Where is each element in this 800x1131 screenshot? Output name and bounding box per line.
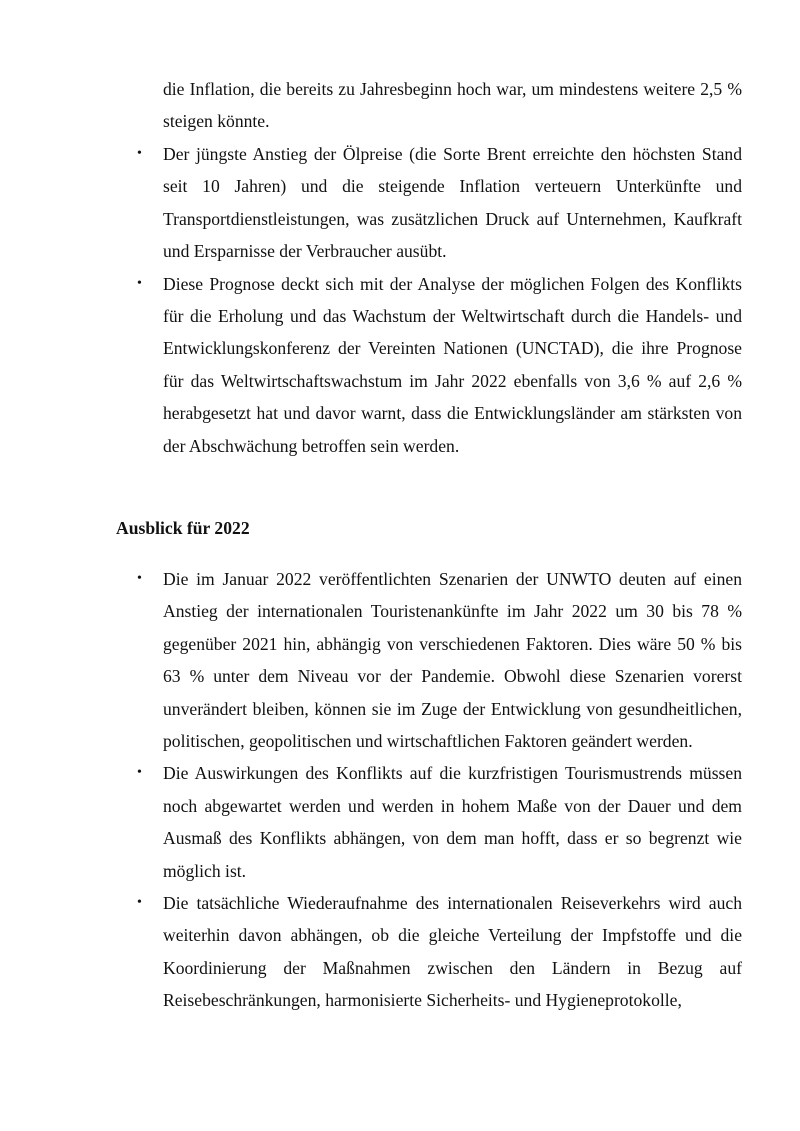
section-heading: Ausblick für 2022 [116,518,250,538]
bullet-list-inflation [116,138,742,462]
list-item [116,757,742,887]
bullet-list-outlook [116,563,742,1017]
bullet-icon: • [137,571,142,586]
list-item-text: Die im Januar 2022 veröffentlichten Szenarien der UNWTO deuten auf einen Anstieg der internationalen Touristenankünfte im Jahr 2022 um 30 bis 78 % gegenüber 2021 hin, abhängig von verschiedenen Faktoren. Dies wäre 50 % bis 63 % unter dem Niveau vor der Pandemie. Obwohl diese Szenarien vorerst unverändert bleiben, können sie im Zuge der Entwicklung von gesundheitlichen, politischen, geopolitischen und wirtschaftlichen Faktoren geändert werden. [163,569,742,752]
list-item [116,268,742,462]
list-item-text: Diese Prognose deckt sich mit der Analyse der möglichen Folgen des Konflikts für die Erholung und das Wachstum der Weltwirtschaft durch die Handels- und Entwicklungskonferenz der Vereinten Nationen (UNCTAD), die ihre Prognose für das Weltwirtschaftswachstum im Jahr 2022 ebenfalls von 3,6 % auf 2,6 % herabgesetzt hat und davor warnt, dass die Entwicklungsländer am stärksten von der Abschwächung betroffen sein werden. [163,273,742,456]
bullet-icon: • [137,275,142,291]
list-item [116,563,742,757]
bullet-icon: • [137,146,142,161]
bullet-icon: • [137,895,142,911]
list-item [116,887,742,1017]
list-item-text: Die Auswirkungen des Konflikts auf die kurzfristigen Tourismustrends müssen noch abgewartet werden und werden in hohem Maße von der Dauer und dem Ausmaß des Konflikts abhängen, von dem man hofft, dass er so begrenzt wie möglich ist. [163,763,742,881]
list-item-text: Der jüngste Anstieg der Ölpreise (die Sorte Brent erreichte den höchsten Stand seit 10 Jahren) und die steigende Inflation verteuern Unterkünfte und Transportdienstleistungen, was zusätzlichen Druck auf Unternehmen, Kaufkraft und Ersparnisse der Verbraucher ausübt. [163,144,742,262]
continuation-paragraph: die Inflation, die bereits zu Jahresbeginn hoch war, um mindestens weitere 2,5 % steigen könnte. [163,79,742,132]
list-item [116,138,742,268]
bullet-icon: • [137,765,142,781]
list-item-text: Die tatsächliche Wiederaufnahme des internationalen Reiseverkehrs wird auch weiterhin davon abhängen, ob die gleiche Verteilung der Impfstoffe und die Koordinierung der Maßnahmen zwischen den Ländern in Bezug auf Reisebeschränkungen, harmonisierte Sicherheits- und Hygieneprotokolle, [163,893,742,1011]
